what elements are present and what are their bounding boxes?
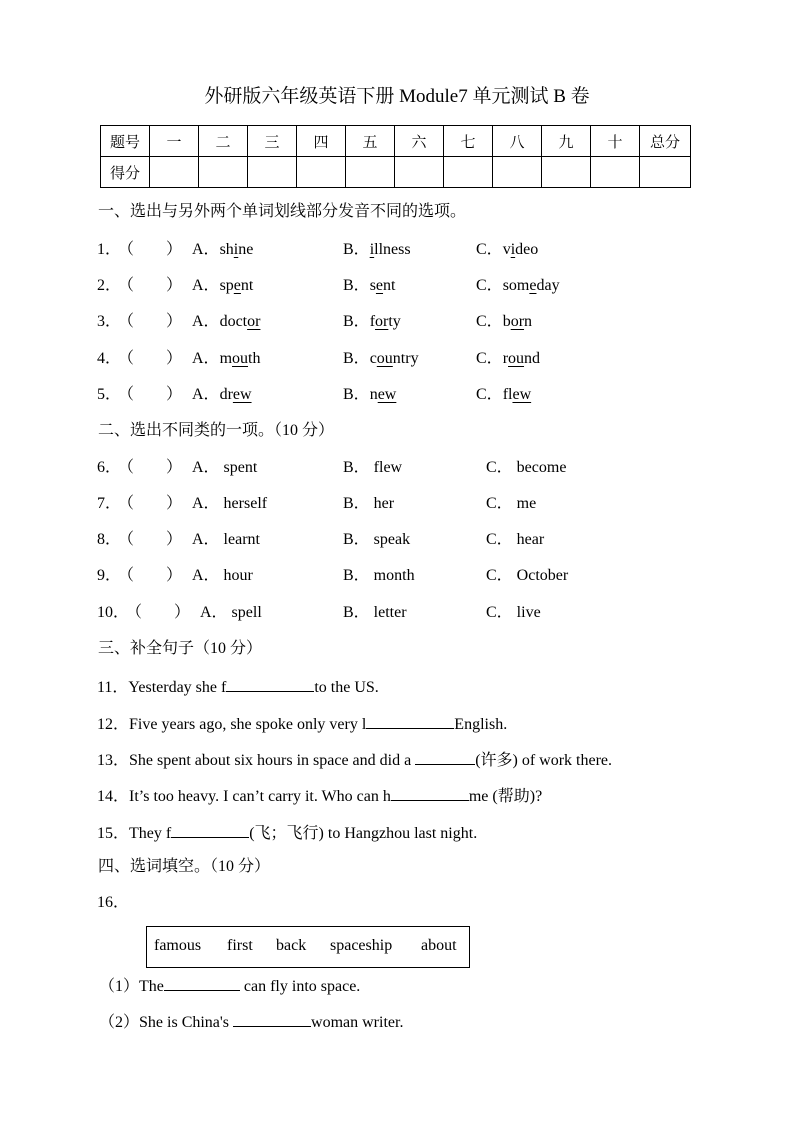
word-bank-word: famous xyxy=(154,937,202,954)
answer-blank[interactable] xyxy=(164,974,240,991)
option-text: nt xyxy=(240,277,254,294)
score-cell[interactable] xyxy=(542,157,591,188)
underlined-letters: or xyxy=(247,313,261,330)
option-label: A． xyxy=(192,277,220,294)
option-b[interactable]: B． speak xyxy=(343,531,411,548)
option-a[interactable]: A． herself xyxy=(192,495,268,512)
score-cell[interactable] xyxy=(395,157,444,188)
question-12 xyxy=(97,712,507,735)
question-16-number: 16． xyxy=(97,894,130,911)
sentence-text: (飞；飞行) to Hangzhou last night. xyxy=(249,825,478,842)
underlined-letters: e xyxy=(375,277,384,294)
option-label: B． xyxy=(343,386,370,403)
option-text: f xyxy=(369,313,376,330)
option-a[interactable] xyxy=(192,349,260,369)
option-c[interactable]: C． October xyxy=(486,567,569,584)
score-cell[interactable] xyxy=(248,157,297,188)
score-header-cell: 八 xyxy=(493,126,542,157)
question-number: 10． xyxy=(97,604,130,621)
sentence-text: The xyxy=(139,978,164,995)
option-text: b xyxy=(502,313,511,330)
option-text: c xyxy=(369,350,377,367)
option-text: ntry xyxy=(392,350,419,367)
section-heading-4: 四、选词填空。（10 分） xyxy=(98,858,271,875)
option-b[interactable] xyxy=(343,385,396,405)
question-15 xyxy=(97,821,477,844)
option-c[interactable]: C． me xyxy=(486,495,537,512)
score-cell[interactable] xyxy=(640,157,691,188)
sentence-text: to the US. xyxy=(314,679,379,696)
score-table xyxy=(100,125,691,188)
sentence-text: She is China's xyxy=(139,1014,234,1031)
score-header-cell: 六 xyxy=(395,126,444,157)
question-number: 11． xyxy=(97,679,129,696)
question-number: 14． xyxy=(97,788,130,805)
option-text: nd xyxy=(524,350,541,367)
score-cell[interactable] xyxy=(150,157,199,188)
question-14 xyxy=(97,784,542,807)
option-text: llness xyxy=(374,241,411,258)
score-header-cell: 一 xyxy=(150,126,199,157)
underlined-letters: ew xyxy=(512,386,532,403)
option-label: A． xyxy=(192,241,220,258)
underlined-letters: e xyxy=(529,277,537,294)
answer-bracket[interactable]: （ ） xyxy=(126,604,191,621)
answer-bracket[interactable]: （ ） xyxy=(118,313,183,330)
option-a[interactable] xyxy=(192,385,252,405)
underlined-letters: ew xyxy=(377,386,397,403)
question-number: 13． xyxy=(97,752,130,769)
section-heading-2: 二、选出不同类的一项。（10 分） xyxy=(98,422,335,439)
score-header-cell: 七 xyxy=(444,126,493,157)
word-bank xyxy=(146,926,470,968)
option-b[interactable] xyxy=(343,240,411,260)
underlined-letters: i xyxy=(233,241,239,258)
option-a[interactable] xyxy=(192,240,253,260)
option-a[interactable]: A． spell xyxy=(200,604,262,621)
option-text: som xyxy=(502,277,530,294)
page-title: 外研版六年级英语下册 Module7 单元测试 B 卷 xyxy=(204,86,590,107)
option-c[interactable]: C． become xyxy=(486,459,567,476)
option-text: m xyxy=(219,350,233,367)
sentence-text: Yesterday she f xyxy=(128,679,227,696)
question-11 xyxy=(97,675,379,698)
answer-bracket[interactable]: （ ） xyxy=(118,350,183,367)
option-text: v xyxy=(502,241,511,258)
option-label: C． xyxy=(476,386,503,403)
underlined-letters: e xyxy=(233,277,241,294)
question-number: 3． xyxy=(97,313,122,330)
sub-question-number: （1） xyxy=(99,978,140,995)
option-a[interactable]: A． learnt xyxy=(192,531,260,548)
score-header-cell: 九 xyxy=(542,126,591,157)
answer-blank[interactable] xyxy=(415,748,475,765)
option-c[interactable]: C． hear xyxy=(486,531,545,548)
option-label: C． xyxy=(476,241,503,258)
score-cell[interactable] xyxy=(346,157,395,188)
answer-blank[interactable] xyxy=(391,784,469,801)
option-text: doct xyxy=(219,313,248,330)
option-label: C． xyxy=(476,313,503,330)
underlined-letters: ou xyxy=(508,350,525,367)
answer-bracket[interactable]: （ ） xyxy=(118,495,183,512)
section-heading-3: 三、补全句子（10 分） xyxy=(98,640,263,657)
word-bank-word: first xyxy=(227,937,253,954)
question-number: 12． xyxy=(97,716,130,733)
option-text: s xyxy=(369,277,376,294)
option-c[interactable] xyxy=(476,312,532,332)
underlined-letters: ou xyxy=(232,350,249,367)
score-table-score-row xyxy=(101,157,691,188)
answer-blank[interactable] xyxy=(233,1010,311,1027)
answer-bracket[interactable]: （ ） xyxy=(118,277,183,294)
option-text: n xyxy=(369,386,378,403)
score-header-cell: 题号 xyxy=(101,126,150,157)
question-number: 8． xyxy=(97,531,122,548)
underlined-letters: or xyxy=(510,313,525,330)
answer-blank[interactable] xyxy=(226,675,314,692)
option-a[interactable] xyxy=(192,276,253,296)
sentence-text: can fly into space. xyxy=(239,978,361,995)
option-label: B． xyxy=(343,241,370,258)
question-number: 4． xyxy=(97,350,122,367)
option-text: dr xyxy=(219,386,233,403)
option-c[interactable] xyxy=(476,240,538,260)
option-text: sh xyxy=(219,241,234,258)
score-cell[interactable] xyxy=(297,157,346,188)
sentence-text: woman writer. xyxy=(311,1014,404,1031)
option-label: A． xyxy=(192,386,220,403)
option-text: n xyxy=(524,313,533,330)
option-text: deo xyxy=(515,241,539,258)
option-b[interactable] xyxy=(343,312,401,332)
question-number: 6． xyxy=(97,459,122,476)
option-c[interactable] xyxy=(476,349,540,369)
question-16-2 xyxy=(99,1010,403,1033)
score-cell[interactable] xyxy=(493,157,542,188)
sub-question-number: （2） xyxy=(99,1014,140,1031)
score-cell[interactable] xyxy=(199,157,248,188)
option-text: fl xyxy=(502,386,513,403)
option-text: sp xyxy=(219,277,234,294)
answer-bracket[interactable]: （ ） xyxy=(118,531,183,548)
score-header-cell: 总分 xyxy=(640,126,691,157)
word-bank-word: spaceship xyxy=(330,937,393,954)
sentence-text: They f xyxy=(129,825,172,842)
option-c[interactable]: C． live xyxy=(486,604,541,621)
answer-blank[interactable] xyxy=(366,712,454,729)
score-cell[interactable] xyxy=(591,157,640,188)
underlined-letters: or xyxy=(375,313,389,330)
underlined-letters: ou xyxy=(376,350,393,367)
option-b[interactable] xyxy=(343,349,419,369)
score-header-cell: 十 xyxy=(591,126,640,157)
underlined-letters: ew xyxy=(232,386,252,403)
word-bank-word: back xyxy=(276,937,307,954)
option-b[interactable]: B． flew xyxy=(343,459,403,476)
answer-bracket[interactable]: （ ） xyxy=(118,567,183,584)
score-header-cell: 五 xyxy=(346,126,395,157)
score-cell[interactable] xyxy=(444,157,493,188)
option-b[interactable] xyxy=(343,276,395,296)
word-bank-word: about xyxy=(421,937,457,954)
option-a[interactable]: A． hour xyxy=(192,567,253,584)
score-header-cell: 三 xyxy=(248,126,297,157)
option-text: ty xyxy=(388,313,401,330)
option-c[interactable] xyxy=(476,385,531,405)
answer-bracket[interactable]: （ ） xyxy=(118,459,183,476)
question-number: 1． xyxy=(97,241,122,258)
question-16-1 xyxy=(99,974,360,997)
sentence-text: me (帮助)? xyxy=(468,788,543,805)
sentence-text: (许多) of work there. xyxy=(475,752,613,769)
option-text: th xyxy=(248,350,261,367)
option-label: A． xyxy=(192,313,220,330)
question-number: 9． xyxy=(97,567,122,584)
option-label: C． xyxy=(476,277,503,294)
option-label: B． xyxy=(343,350,370,367)
option-text: day xyxy=(536,277,560,294)
score-table-header-row xyxy=(101,126,691,157)
underlined-letters: i xyxy=(369,241,375,258)
underlined-letters: i xyxy=(510,241,516,258)
option-label: B． xyxy=(343,277,370,294)
option-b[interactable]: B． her xyxy=(343,495,395,512)
option-label: B． xyxy=(343,313,370,330)
question-number: 5． xyxy=(97,386,122,403)
option-text: ne xyxy=(238,241,254,258)
answer-blank[interactable] xyxy=(171,821,249,838)
score-header-cell: 四 xyxy=(297,126,346,157)
option-b[interactable]: B． month xyxy=(343,567,415,584)
sentence-text: She spent about six hours in space and did a xyxy=(129,752,416,769)
option-a[interactable] xyxy=(192,312,260,332)
score-header-cell: 二 xyxy=(199,126,248,157)
option-c[interactable] xyxy=(476,276,560,296)
option-label: C． xyxy=(476,350,503,367)
option-text: r xyxy=(502,350,509,367)
option-a[interactable]: A． spent xyxy=(192,459,258,476)
answer-bracket[interactable]: （ ） xyxy=(118,386,183,403)
option-label: A． xyxy=(192,350,220,367)
answer-bracket[interactable]: （ ） xyxy=(118,241,183,258)
sentence-text: Five years ago, she spoke only very l xyxy=(129,716,367,733)
question-number: 7． xyxy=(97,495,122,512)
score-row-label: 得分 xyxy=(101,157,150,188)
sentence-text: It’s too heavy. I can’t carry it. Who can h xyxy=(129,788,391,805)
option-b[interactable]: B． letter xyxy=(343,604,407,621)
question-number: 15． xyxy=(97,825,130,842)
option-text: nt xyxy=(383,277,396,294)
sentence-text: English. xyxy=(454,716,508,733)
section-heading-1: 一、选出与另外两个单词划线部分发音不同的选项。 xyxy=(98,203,467,220)
question-number: 2． xyxy=(97,277,122,294)
question-13 xyxy=(97,748,612,771)
